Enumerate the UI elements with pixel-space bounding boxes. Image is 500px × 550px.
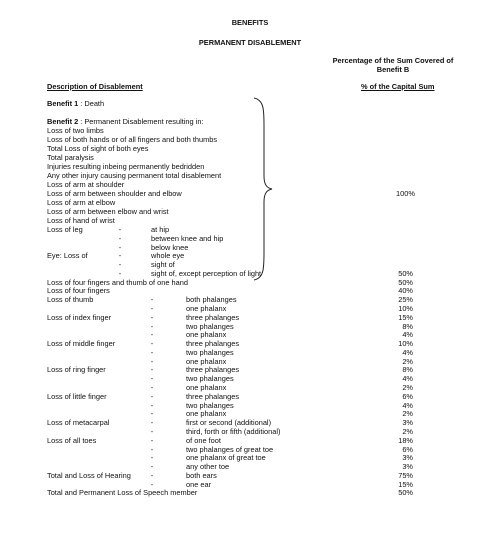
row-dash: -: [150, 357, 154, 366]
row-percent: 2%: [402, 409, 413, 418]
row-dash: -: [150, 436, 154, 445]
row-percent: 15%: [398, 313, 413, 322]
row-dash: -: [150, 383, 154, 392]
row-detail: one ear: [186, 480, 212, 489]
row-label: Loss of thumb: [47, 295, 94, 304]
group-item: Total Loss of sight of both eyes: [47, 144, 149, 153]
row-label: Total and Permanent Loss of Speech member: [47, 488, 198, 497]
description-column-heading: Description of Disablement: [47, 82, 143, 91]
row-percent: 18%: [398, 436, 413, 445]
row-label: Loss of middle finger: [47, 339, 116, 348]
row-percent: 2%: [402, 383, 413, 392]
row-detail: both ears: [186, 471, 217, 480]
percentage-column-heading: % of the Capital Sum: [361, 82, 435, 91]
row-label: Loss of little finger: [47, 392, 107, 401]
row-percent: 50%: [398, 488, 413, 497]
row-percent: 2%: [402, 357, 413, 366]
group-item: Any other injury causing permanent total disablement: [47, 171, 222, 180]
group-item: Loss of arm at elbow: [47, 198, 116, 207]
benefit-1-text: : Death: [78, 99, 105, 108]
row-dash: -: [150, 374, 154, 383]
row-detail: first or second (additional): [186, 418, 272, 427]
row-dash: -: [150, 330, 154, 339]
row-percent: 4%: [402, 374, 413, 383]
row-detail: sight of: [151, 260, 175, 269]
row-detail: both phalanges: [186, 295, 237, 304]
row-label: Loss of index finger: [47, 313, 112, 322]
row-dash: -: [150, 304, 154, 313]
row-percent: 8%: [402, 322, 413, 331]
row-percent: 4%: [402, 401, 413, 410]
group-item: Injuries resulting inbeing permanently bedridden: [47, 162, 205, 171]
document-subtitle: PERMANENT DISABLEMENT: [198, 38, 302, 47]
row-detail: one phalanx of great toe: [186, 453, 266, 462]
benefit-1-line: [47, 99, 104, 108]
row-dash: -: [150, 480, 154, 489]
document-title: BENEFITS: [231, 18, 269, 27]
percentage-column-title-line1: Percentage of the Sum Covered of: [332, 56, 454, 65]
group-item: Loss of two limbs: [47, 126, 104, 135]
row-dash: -: [118, 225, 122, 234]
row-detail: between knee and hip: [151, 234, 224, 243]
row-dash: -: [150, 471, 154, 480]
benefit-1-label: Benefit 1: [47, 99, 79, 108]
row-dash: -: [150, 427, 154, 436]
row-percent: 75%: [398, 471, 413, 480]
percentage-column-title-line2: Benefit B: [376, 65, 410, 74]
row-percent: 50%: [398, 269, 413, 278]
group-item: Loss of arm at shoulder: [47, 180, 125, 189]
row-percent: 3%: [402, 418, 413, 427]
row-detail: one phalanx: [186, 330, 227, 339]
row-dash: -: [118, 251, 122, 260]
row-label: Total and Loss of Hearing: [47, 471, 131, 480]
row-label: Loss of all toes: [47, 436, 97, 445]
row-detail: one phalanx: [186, 383, 227, 392]
row-dash: -: [150, 365, 154, 374]
group-item: Loss of hand of wrist: [47, 216, 115, 225]
row-percent: 8%: [402, 365, 413, 374]
row-detail: two phalanges: [186, 322, 234, 331]
row-dash: -: [150, 313, 154, 322]
row-dash: -: [118, 243, 122, 252]
row-detail: at hip: [151, 225, 170, 234]
group-item: Loss of both hands or of all fingers and both thumbs: [47, 135, 218, 144]
group-item: Loss of arm between shoulder and elbow: [47, 189, 182, 198]
row-detail: one phalanx: [186, 357, 227, 366]
row-percent: 3%: [402, 462, 413, 471]
row-label: Loss of ring finger: [47, 365, 106, 374]
row-dash: -: [150, 392, 154, 401]
row-detail: three phalanges: [186, 339, 240, 348]
row-detail: three phalanges: [186, 365, 240, 374]
row-dash: -: [150, 418, 154, 427]
row-detail: two phalanges: [186, 374, 234, 383]
row-detail: two phalanges of great toe: [186, 445, 274, 454]
row-dash: -: [150, 348, 154, 357]
row-dash: -: [150, 322, 154, 331]
row-detail: any other toe: [186, 462, 230, 471]
row-detail: whole eye: [151, 251, 185, 260]
row-detail: below knee: [151, 243, 189, 252]
group-item: Loss of arm between elbow and wrist: [47, 207, 169, 216]
row-detail: sight of, except perception of light: [151, 269, 262, 278]
row-percent: 25%: [398, 295, 413, 304]
row-detail: third, forth or fifth (additional): [186, 427, 281, 436]
row-detail: two phalanges: [186, 401, 234, 410]
row-percent: 10%: [398, 339, 413, 348]
row-detail: three phalanges: [186, 313, 240, 322]
row-dash: -: [150, 409, 154, 418]
row-percent: 15%: [398, 480, 413, 489]
row-dash: -: [150, 462, 154, 471]
row-label: Loss of four fingers and thumb of one hand: [47, 278, 188, 287]
row-dash: -: [150, 401, 154, 410]
row-label: Loss of leg: [47, 225, 83, 234]
row-percent: 2%: [402, 427, 413, 436]
row-detail: two phalanges: [186, 348, 234, 357]
row-percent: 6%: [402, 445, 413, 454]
row-label: Eye: Loss of: [47, 251, 88, 260]
row-percent: 10%: [398, 304, 413, 313]
row-detail: of one foot: [186, 436, 221, 445]
row-label: Loss of four fingers: [47, 286, 110, 295]
group-item: Total paralysis: [47, 153, 94, 162]
curly-brace-icon: [252, 96, 274, 282]
row-label: Loss of metacarpal: [47, 418, 110, 427]
row-dash: -: [118, 269, 122, 278]
benefit-2-label: Benefit 2: [47, 117, 79, 126]
row-dash: -: [118, 234, 122, 243]
benefit-2-line: [47, 117, 204, 126]
row-dash: -: [150, 339, 154, 348]
row-detail: three phalanges: [186, 392, 240, 401]
row-percent: 4%: [402, 330, 413, 339]
row-percent: 4%: [402, 348, 413, 357]
row-percent: 50%: [398, 278, 413, 287]
row-detail: one phalanx: [186, 304, 227, 313]
row-percent: 3%: [402, 453, 413, 462]
row-percent: 40%: [398, 286, 413, 295]
row-percent: 6%: [402, 392, 413, 401]
row-dash: -: [150, 445, 154, 454]
row-dash: -: [118, 260, 122, 269]
row-detail: one phalanx: [186, 409, 227, 418]
group-percent: 100%: [396, 189, 415, 198]
benefit-2-text: : Permanent Disablement resulting in:: [78, 117, 204, 126]
row-dash: -: [150, 453, 154, 462]
row-dash: -: [150, 295, 154, 304]
